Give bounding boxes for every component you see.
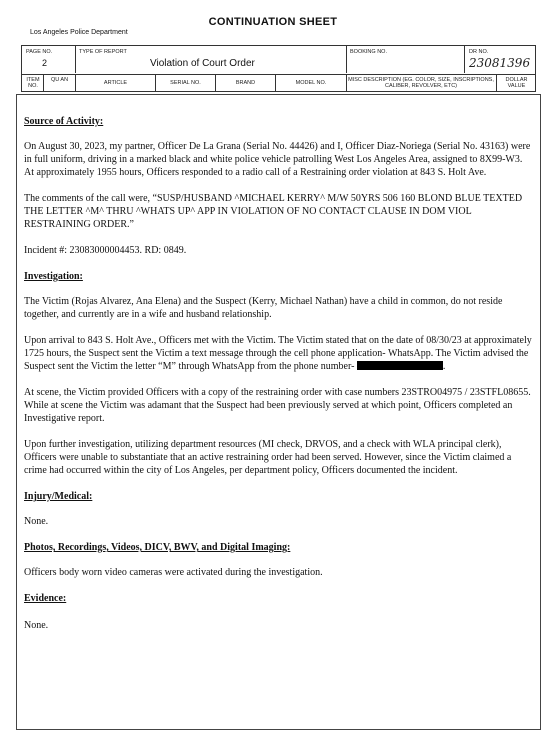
header-col-line bbox=[496, 74, 497, 91]
investigation-paragraph-1: The Victim (Rojas Alvarez, Ana Elena) and the Suspect (Kerry, Michael Nathan) have a child in common, do not reside together, and currently are in a wife and husband relationship. bbox=[24, 296, 503, 320]
department-name: Los Angeles Police Department bbox=[30, 29, 128, 36]
source-paragraph-1: On August 30, 2023, my partner, Officer De La Grana (Serial No. 44426) and I, Officer Diaz-Noriega (Serial No. 43163) were in full uniform, driving in a marked black and white police vehicle patrolling West Los Angeles Area, assigned to 8X99-W3. At approximately 1955 hours, Officers responded to a radio call of a Restraining order violation at 843 S. Holt Ave. bbox=[24, 141, 531, 178]
injury-medical-paragraph: None. bbox=[24, 516, 49, 527]
investigation-paragraph-2-text: Upon arrival to 843 S. Holt Ave., Officers met with the Victim. The Victim stated that on the date of 08/30/23 at approximately 1725 hours, the Suspect sent the Victim a text message through the cell phone application- WhatsApp. The Victim advised the Suspect sent the Victim the letter “M” through WhatsApp from the phone number- bbox=[24, 335, 532, 372]
col-misc-description: MISC DESCRIPTION (EG. COLOR, SIZE, INSCRIPTIONS, CALIBER, REVOLVER, ETC) bbox=[348, 77, 494, 89]
header-col-line bbox=[346, 46, 347, 73]
source-of-activity-heading: Source of Activity: bbox=[24, 116, 104, 127]
header-col-line bbox=[75, 46, 76, 73]
redaction-bar bbox=[357, 361, 443, 370]
dr-no-label: DR NO. bbox=[469, 49, 489, 55]
page-no-value: 2 bbox=[42, 58, 48, 68]
photos-heading: Photos, Recordings, Videos, DICV, BWV, and Digital Imaging: bbox=[24, 542, 291, 553]
investigation-paragraph-3: At scene, the Victim provided Officers with a copy of the restraining order with case numbers 23STRO04975 / 23STFL08655. While at scene the Victim was adamant that the Suspect had been previously served at which point, Officers completed an Investigative report. bbox=[24, 387, 531, 424]
narrative bbox=[24, 115, 534, 632]
booking-no-label: BOOKING NO. bbox=[350, 49, 387, 55]
source-paragraph-2: The comments of the call were, “SUSP/HUSBAND ^MICHAEL KERRY^ M/W 50YRS 506 160 BLOND BLUE TEXTED THE LETTER ^M^ THRU ^WHATS UP^ APP IN VIOLATION OF NO CONTACT CLAUSE IN DOM VIOL RESTRAINING ORDER.” bbox=[24, 193, 523, 230]
injury-medical-heading: Injury/Medical: bbox=[24, 491, 93, 502]
investigation-paragraph-4: Upon further investigation, utilizing department resources (MI check, DRVOS, and a check with WLA principal clerk), Officers were unable to substantiate that an active restraining order had been served. However, since the Victim claimed a crime had occurred within the city of Los Angeles, per department policy, Officers documented the incident. bbox=[24, 439, 512, 476]
investigation-paragraph-2 bbox=[24, 334, 534, 373]
sheet-title: CONTINUATION SHEET bbox=[208, 16, 338, 28]
photos-paragraph: Officers body worn video cameras were activated during the investigation. bbox=[24, 567, 323, 578]
source-paragraph-3: Incident #: 23083000004453. RD: 0849. bbox=[24, 245, 187, 256]
col-qu-an: QU AN bbox=[50, 77, 69, 83]
page-no-label: PAGE NO. bbox=[26, 49, 53, 55]
col-item-no: ITEM NO. bbox=[26, 77, 40, 89]
dr-no-value: 23081396 bbox=[469, 56, 531, 70]
col-article: ARTICLE bbox=[103, 80, 128, 86]
header-col-line bbox=[464, 46, 465, 73]
header-divider bbox=[22, 74, 535, 75]
type-of-report-value: Violation of Court Order bbox=[150, 58, 255, 69]
col-model-no: MODEL NO. bbox=[295, 80, 327, 86]
report-header-table bbox=[21, 45, 536, 92]
type-of-report-label: TYPE OF REPORT bbox=[79, 49, 127, 55]
investigation-heading: Investigation: bbox=[24, 271, 83, 282]
col-brand: BRAND bbox=[235, 80, 256, 86]
evidence-paragraph: None. bbox=[24, 620, 49, 631]
period: . bbox=[442, 361, 446, 372]
col-serial-no: SERIAL NO. bbox=[170, 80, 201, 86]
header-col-line bbox=[346, 74, 347, 91]
evidence-heading: Evidence: bbox=[24, 593, 67, 604]
col-dollar-value: DOLLAR VALUE bbox=[505, 77, 528, 89]
